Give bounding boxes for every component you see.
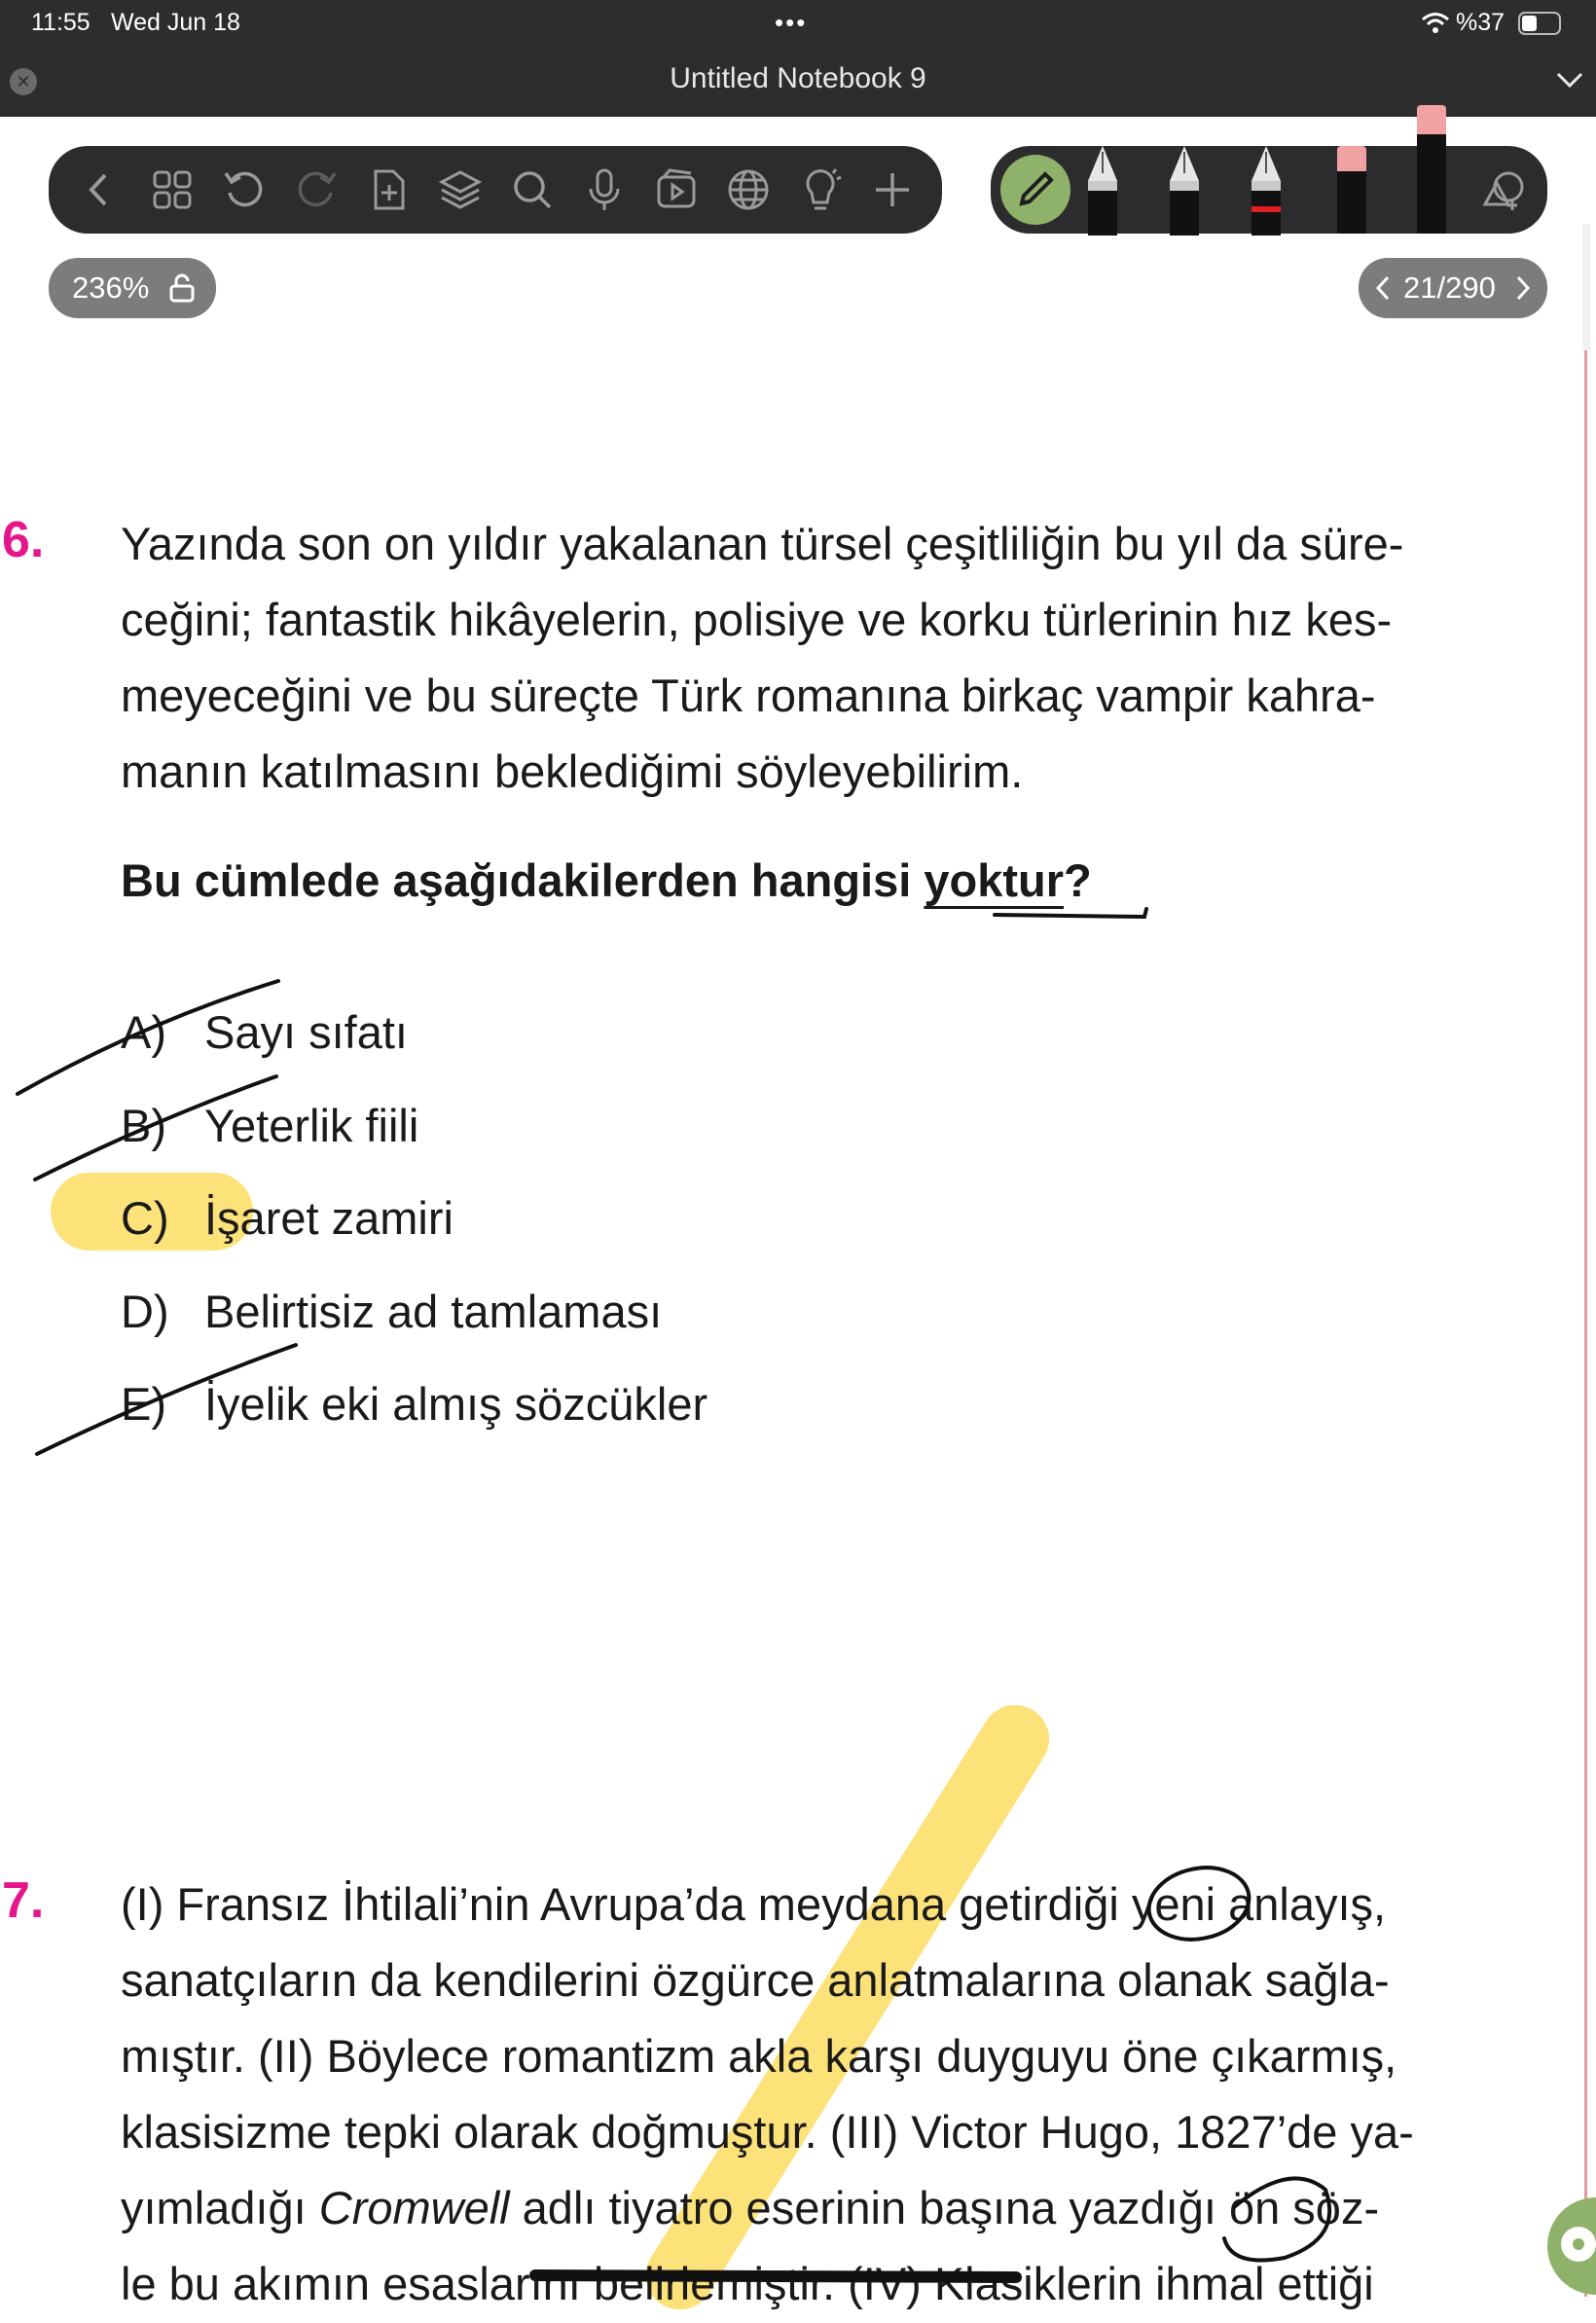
option-text: İyelik eki almış sözcükler xyxy=(204,1378,708,1430)
underline-yoktur xyxy=(995,909,1146,917)
option-text: Belirtisiz ad tamlaması xyxy=(204,1286,663,1337)
zoom-label: 236% xyxy=(72,271,150,305)
q7-line-3: mıştır. (II) Böylece romantizm akla karşı duyguyu öne çıkarmış, xyxy=(121,2030,1397,2082)
strike-option-b xyxy=(35,1076,276,1180)
prompt-text: Bu cümlede aşağıdakilerden hangisi xyxy=(121,854,925,906)
question-7-number: 7. xyxy=(2,1872,45,1929)
option-letter: D) xyxy=(121,1286,169,1337)
status-time: 11:55 xyxy=(31,9,91,36)
prompt-end: ? xyxy=(1064,854,1092,906)
strike-option-e xyxy=(37,1345,296,1454)
multitasking-dots-icon[interactable]: ••• xyxy=(775,8,808,37)
option-text: Yeterlik fiili xyxy=(204,1100,419,1151)
question-6-number: 6. xyxy=(2,512,45,568)
q7-book-title: Cromwell xyxy=(318,2182,510,2233)
option-letter: A) xyxy=(121,1006,166,1058)
q6-line-1: Yazında son on yıldır yakalanan türsel çeşitliliğin bu yıl da süre- xyxy=(121,518,1404,569)
q7-line-4: klasisizme tepki olarak doğmuştur. (III) Victor Hugo, 1827’de ya- xyxy=(121,2106,1414,2158)
option-text: İşaret zamiri xyxy=(204,1192,453,1244)
circle-mark-2 xyxy=(1224,2178,1329,2260)
status-date: Wed Jun 18 xyxy=(111,9,240,36)
q7-line-5-start: yımladığı xyxy=(121,2182,319,2233)
q6-line-2: ceğini; fantastik hikâyelerin, polisiye ve korku türlerinin hız kes- xyxy=(121,594,1393,645)
strike-option-a xyxy=(18,981,278,1094)
option-letter: E) xyxy=(121,1378,166,1430)
notebook-title[interactable]: Untitled Notebook 9 xyxy=(670,62,926,94)
q7-line-5-end: adlı tiyatro eserinin başına yazdığı ön söz- xyxy=(509,2182,1380,2233)
page-number: 21/290 xyxy=(1403,271,1496,305)
q6-line-3: meyeceğini ve bu süreçte Türk romanına birkaç vampir kahra- xyxy=(121,670,1376,721)
option-text: Sayı sıfatı xyxy=(204,1006,408,1058)
circle-mark-1 xyxy=(1143,1859,1256,1948)
option-letter: C) xyxy=(121,1192,169,1244)
option-letter: B) xyxy=(121,1100,166,1151)
q7-line-1: (I) Fransız İhtilali’nin Avrupa’da meydana getirdiği yeni anlayış, xyxy=(121,1878,1387,1930)
prompt-keyword: yoktur xyxy=(924,854,1065,906)
underline-stroke xyxy=(535,2275,1016,2277)
close-icon[interactable]: ✕ xyxy=(10,68,37,95)
q6-line-4: manın katılmasını beklediğimi söyleyebilirim. xyxy=(121,745,1024,797)
q7-line-6: le bu akımın esaslarını belirlemiştir. (IV) Klasiklerin ihmal ettiği xyxy=(121,2258,1374,2309)
q7-line-2: sanatçıların da kendilerini özgürce anlatmalarına olanak sağla- xyxy=(121,1954,1390,2006)
battery-percent: %37 xyxy=(1456,9,1505,36)
